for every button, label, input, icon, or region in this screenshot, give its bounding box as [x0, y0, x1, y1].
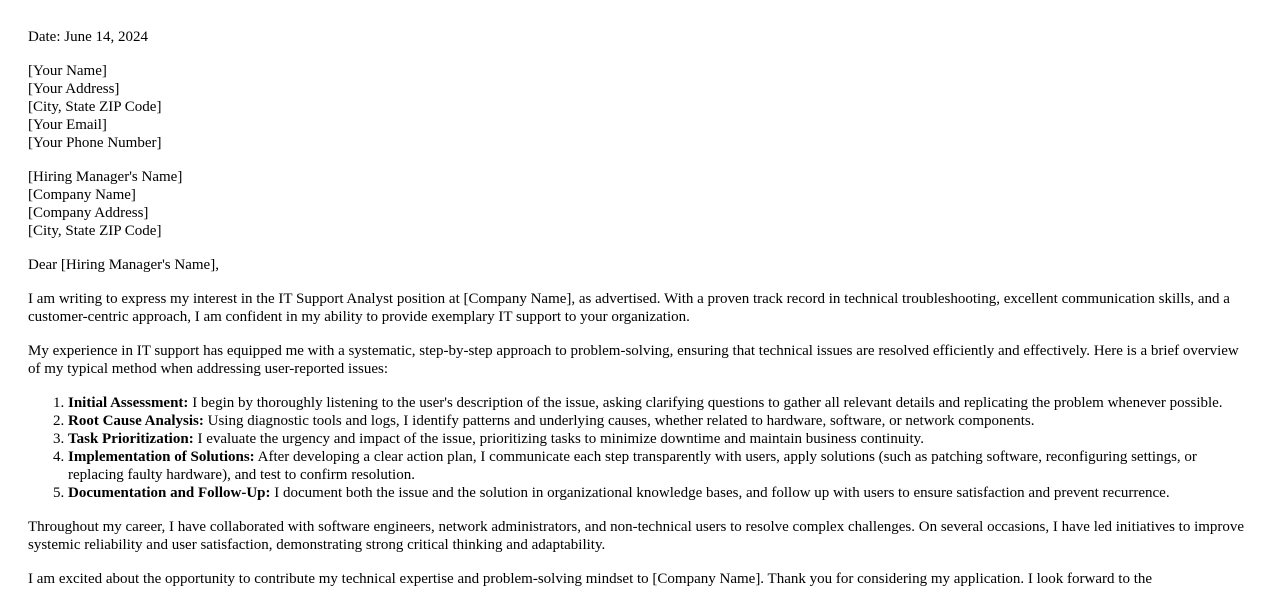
recipient-address-block: [28, 168, 1250, 240]
recipient-name: [Hiring Manager's Name]: [28, 169, 183, 185]
step-title: Implementation of Solutions:: [68, 449, 255, 465]
recipient-company: [Company Name]: [28, 187, 136, 203]
sender-name: [Your Name]: [28, 63, 107, 79]
recipient-company-address: [Company Address]: [28, 205, 149, 221]
step-text: After developing a clear action plan, I communicate each step transparently with users, apply solutions (such as patching software, reconfiguring settings, or replacing faulty hardware), and test to confirm resolution.: [68, 449, 1197, 483]
sender-address-block: [28, 62, 1250, 152]
sender-phone: [Your Phone Number]: [28, 135, 162, 151]
list-item: [68, 394, 1250, 412]
recipient-city-state-zip: [City, State ZIP Code]: [28, 223, 162, 239]
closing-paragraph: I am excited about the opportunity to contribute my technical expertise and problem-solving mindset to [Company Name]. Thank you for considering my application. I look forward to the: [28, 571, 1153, 587]
step-title: Documentation and Follow-Up:: [68, 485, 271, 501]
career-paragraph: Throughout my career, I have collaborated with software engineers, network administrators, and non-technical users to resolve complex challenges. On several occasions, I have led initiatives to improve systemic reliability and user satisfaction, demonstrating strong critical thinking and adaptability.: [28, 519, 1245, 553]
method-steps-list: [28, 394, 1250, 502]
method-paragraph: My experience in IT support has equipped me with a systematic, step-by-step approach to problem-solving, ensuring that technical issues are resolved efficiently and effectively. Here is a brief overview of my typical method when addressing user-reported issues:: [28, 343, 1239, 377]
list-item: [68, 448, 1250, 484]
sender-city-state-zip: [City, State ZIP Code]: [28, 99, 162, 115]
sender-address: [Your Address]: [28, 81, 120, 97]
letter-date: Date: June 14, 2024: [28, 29, 148, 45]
list-item: [68, 430, 1250, 448]
step-title: Task Prioritization:: [68, 431, 194, 447]
sender-email: [Your Email]: [28, 117, 107, 133]
step-title: Initial Assessment:: [68, 395, 189, 411]
step-title: Root Cause Analysis:: [68, 413, 204, 429]
step-text: I document both the issue and the solution in organizational knowledge bases, and follow up with users to ensure satisfaction and prevent recurrence.: [270, 485, 1170, 501]
intro-paragraph: I am writing to express my interest in the IT Support Analyst position at [Company Name], as advertised. With a proven track record in technical troubleshooting, excellent communication skills, and a customer-centric approach, I am confident in my ability to provide exemplary IT support to your organization.: [28, 291, 1230, 325]
step-text: I evaluate the urgency and impact of the issue, prioritizing tasks to minimize downtime and maintain business continuity.: [193, 431, 924, 447]
list-item: [68, 412, 1250, 430]
step-text: I begin by thoroughly listening to the user's description of the issue, asking clarifying questions to gather all relevant details and replicating the problem whenever possible.: [188, 395, 1223, 411]
list-item: [68, 484, 1250, 502]
step-text: Using diagnostic tools and logs, I identify patterns and underlying causes, whether related to hardware, software, or network components.: [203, 413, 1035, 429]
salutation: Dear [Hiring Manager's Name],: [28, 257, 219, 273]
